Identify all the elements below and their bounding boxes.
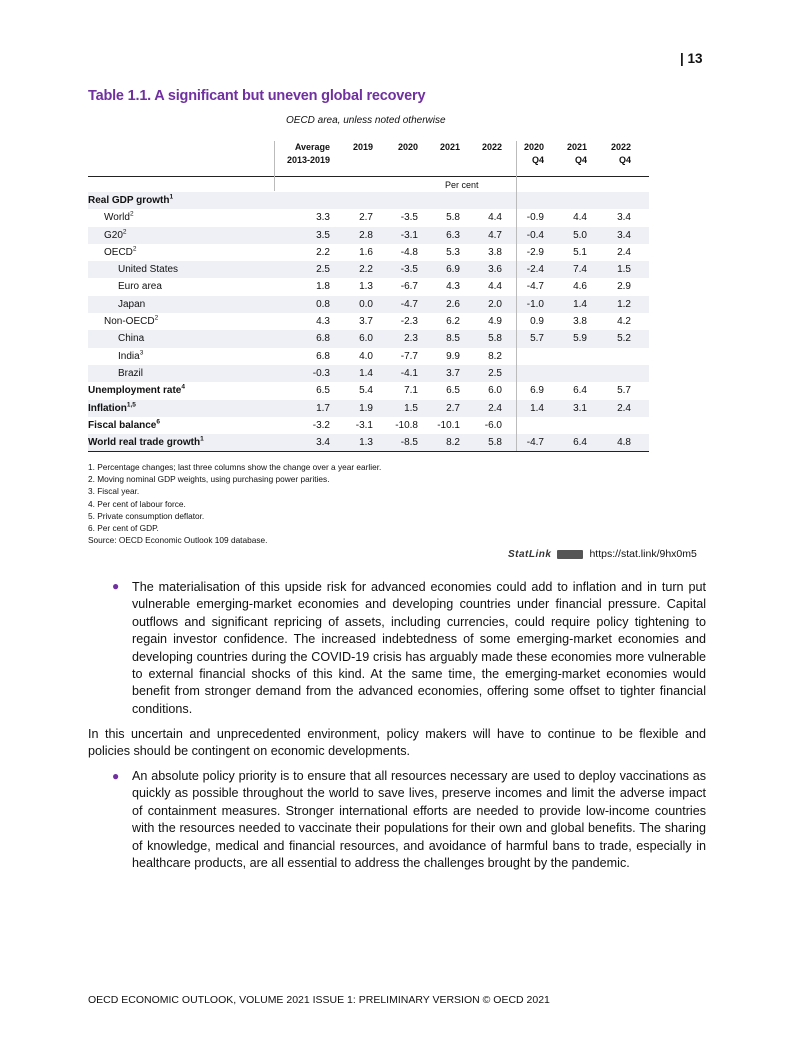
table-cell: 3.3 [316, 212, 330, 224]
table-row [88, 261, 649, 278]
table-cell: -6.7 [400, 281, 418, 293]
row-label [88, 417, 160, 434]
table-note: 2. Moving nominal GDP weights, using purchasing power parities. [88, 474, 330, 485]
table-row [88, 192, 649, 209]
table-cell: 4.3 [446, 281, 460, 293]
table-cell: 6.4 [573, 437, 587, 449]
table-cell: -4.1 [400, 367, 418, 379]
table-cell: 1.5 [617, 264, 631, 276]
table-cell: 1.7 [316, 402, 330, 414]
table-title: Table 1.1. A significant but uneven global recovery [88, 88, 426, 104]
footnote-marker: 3 [139, 349, 144, 357]
table-cell: 5.2 [617, 333, 631, 345]
statlink-icon [557, 550, 583, 559]
row-label [118, 296, 145, 313]
table-cell: 5.9 [573, 333, 587, 345]
table-cell: -8.5 [400, 437, 418, 449]
row-label-text: OECD [104, 246, 133, 258]
statlink-url[interactable]: https://stat.link/9hx0m5 [589, 548, 697, 560]
table-cell: 5.8 [488, 437, 502, 449]
table-row [88, 278, 649, 295]
row-label [104, 244, 137, 261]
row-label-text: Unemployment rate [88, 385, 182, 397]
table-cell: -0.4 [526, 229, 544, 241]
unit-row [88, 177, 649, 192]
page-number: | 13 [680, 51, 703, 66]
row-label [104, 313, 158, 330]
table-row [88, 348, 649, 365]
column-header-line: 2020 [397, 142, 418, 152]
table-cell: 4.2 [617, 316, 631, 328]
row-label-text: Real GDP growth [88, 195, 170, 206]
table-note: 1. Percentage changes; last three columns show the change over a year earlier. [88, 462, 382, 472]
table-cell: -3.1 [355, 419, 373, 431]
table-row [88, 227, 649, 244]
bullet-paragraph-1: The materialisation of this upside risk for advanced economies could add to inflation and in turn put vulnerable emerging-market economies and developing countries under financial pressure. Capital outflows and significant repricing of assets, including currencies, could require policy tightening to regain investor confidence. The increased indebtedness of some emerging-market economies and developing countries during the COVID-19 crisis has arguably made these economies more vulnerable to external financial shocks of this kind. At the same time, the emerging-market economies would benefit from stronger demand from the advanced economies, offering some offset to tighter financial conditions. [132, 580, 706, 716]
column-header-line: 2022 [481, 142, 502, 152]
body-paragraph: In this uncertain and unprecedented environment, policy makers will have to continue to be flexible and policies should be contingent on economic developments. [88, 727, 706, 759]
table-cell: 6.9 [530, 385, 544, 397]
table-cell: 3.4 [617, 212, 631, 224]
table-cell: 4.7 [488, 229, 502, 241]
table-cell: 5.3 [446, 246, 460, 258]
table-cell: 1.4 [530, 402, 544, 414]
table-cell: 4.0 [359, 350, 373, 362]
row-label-text: Fiscal balance [88, 419, 157, 431]
table-cell: 5.7 [617, 385, 631, 397]
table-cell: 8.2 [446, 437, 460, 449]
table-cell: 6.9 [446, 264, 460, 276]
table-cell: 1.4 [573, 298, 587, 310]
table-cell: 3.1 [573, 402, 587, 414]
table-cell: 5.0 [573, 229, 587, 241]
table-cell: 3.7 [446, 367, 460, 379]
row-label-text: G20 [104, 229, 123, 241]
table-subtitle: OECD area, unless noted otherwise [286, 115, 446, 126]
table-cell: 6.3 [446, 229, 460, 241]
table-cell: 8.2 [488, 350, 502, 362]
footnote-marker: 2 [132, 245, 137, 253]
footnote-marker: 4 [181, 383, 185, 391]
table-cell: 6.0 [359, 333, 373, 345]
table-cell: -10.8 [395, 419, 418, 431]
table-cell: 3.8 [573, 316, 587, 328]
table-notes [88, 461, 381, 546]
table-row [88, 244, 649, 261]
table-cell: 4.6 [573, 281, 587, 293]
bullet-icon: ● [112, 769, 120, 783]
table-row [88, 330, 649, 347]
table-rule [274, 141, 275, 176]
table-cell: -4.8 [400, 246, 418, 258]
bullet-icon: ● [112, 579, 120, 593]
table-row [88, 382, 649, 399]
table-cell: 8.5 [446, 333, 460, 345]
row-label-text: China [118, 333, 145, 345]
table-cell: 1.2 [617, 298, 631, 310]
table-row [88, 365, 649, 382]
table-cell: 4.4 [488, 212, 502, 224]
table-cell: 7.1 [404, 385, 418, 397]
table-cell: 3.4 [316, 437, 330, 449]
column-header-line: 2019 [352, 142, 373, 152]
table-cell: -4.7 [400, 298, 418, 310]
table-cell: 3.4 [617, 229, 631, 241]
statlink[interactable] [508, 548, 697, 560]
table-row [88, 417, 649, 434]
table-cell: -0.3 [312, 367, 330, 379]
row-label-text: World [104, 212, 130, 224]
bullet-paragraph-2: An absolute policy priority is to ensure that all resources necessary are used to deploy vaccinations as quickly as possible throughout the world to save lives, preserve incomes and limit the adverse impact of containment measures. Stronger international efforts are needed to provide low-income countries with the resources needed to vaccinate their populations for their own and global benefits. The sharing of knowledge, medical and financial resources, and avoidance of harmful bans to trade, especially in healthcare products, are all essential to address the challenges brought by the pandemic. [132, 769, 706, 871]
table-cell: 6.5 [446, 385, 460, 397]
table-cell: 1.6 [359, 246, 373, 258]
table-rule [516, 191, 517, 451]
table-cell: 2.6 [446, 298, 460, 310]
table-cell: 5.1 [573, 246, 587, 258]
column-header-line: 2020 [523, 142, 544, 152]
table-cell: 3.7 [359, 316, 373, 328]
table-row [88, 434, 649, 452]
row-label-text: United States [118, 264, 179, 276]
row-label [118, 330, 144, 347]
table-cell: 2.4 [488, 402, 502, 414]
row-label-text: Japan [118, 298, 146, 310]
table-cell: 2.5 [488, 367, 502, 379]
column-header-line: Q4 [618, 155, 631, 165]
table-note: 5. Private consumption deflator. [88, 510, 205, 521]
table-cell: 5.8 [446, 212, 460, 224]
row-label [118, 261, 178, 278]
table-cell: 1.9 [359, 402, 373, 414]
table-cell: 2.0 [488, 298, 502, 310]
table-cell: -4.7 [526, 437, 544, 449]
table-cell: 1.4 [359, 367, 373, 379]
table-cell: 6.2 [446, 316, 460, 328]
page-footer: OECD ECONOMIC OUTLOOK, VOLUME 2021 ISSUE 1: PRELIMINARY VERSION © OECD 2021 [88, 994, 550, 1006]
table-cell: 6.8 [316, 333, 330, 345]
column-header-line: 2021 [439, 142, 460, 152]
table-cell: 6.4 [573, 385, 587, 397]
table-cell: 4.8 [617, 437, 631, 449]
table-cell: 5.8 [488, 333, 502, 345]
table-row [88, 296, 649, 313]
column-header [571, 141, 631, 167]
table-cell: -2.4 [526, 264, 544, 276]
row-label [104, 209, 134, 226]
row-label-text: Brazil [118, 367, 144, 379]
table-cell: -6.0 [484, 419, 502, 431]
table-note: 6. Per cent of GDP. [88, 523, 159, 534]
row-label-text: World real trade growth [88, 437, 201, 449]
table-rule [516, 141, 517, 176]
table-note: 3. Fiscal year. [88, 486, 140, 497]
column-header-line: 2021 [566, 142, 587, 152]
table-cell: -4.7 [526, 281, 544, 293]
table-rule [274, 176, 275, 191]
table-cell: 1.5 [404, 402, 418, 414]
table-cell: -1.0 [526, 298, 544, 310]
table-cell: 2.4 [617, 402, 631, 414]
table-cell: 6.5 [316, 385, 330, 397]
row-label-text: Inflation [88, 402, 127, 414]
row-label [118, 348, 143, 365]
row-label [88, 192, 173, 209]
table-cell: -7.7 [400, 350, 418, 362]
table-cell: 4.4 [488, 281, 502, 293]
table-rule [516, 176, 517, 191]
table-row [88, 400, 649, 417]
table-cell: 0.9 [530, 316, 544, 328]
footnote-marker: 2 [154, 314, 159, 322]
table-cell: 6.8 [316, 350, 330, 362]
row-label [88, 400, 136, 417]
table-cell: 2.9 [617, 281, 631, 293]
table-cell: -3.5 [400, 264, 418, 276]
table-cell: 9.9 [446, 350, 460, 362]
row-label [88, 434, 204, 451]
footnote-marker: 1,5 [126, 401, 136, 409]
table-cell: 2.2 [316, 246, 330, 258]
table-note: 4. Per cent of labour force. [88, 498, 186, 509]
table-header [88, 141, 649, 177]
row-label [118, 365, 143, 382]
table-body [88, 192, 649, 452]
table-cell: 0.0 [359, 298, 373, 310]
table-cell: -3.1 [400, 229, 418, 241]
table-cell: 1.8 [316, 281, 330, 293]
table-cell: 4.9 [488, 316, 502, 328]
table-cell: -10.1 [437, 419, 460, 431]
table-cell: -3.2 [312, 419, 330, 431]
row-label-text: India [118, 350, 140, 362]
footnote-marker: 1 [200, 435, 204, 443]
column-header-line: 2013-2019 [286, 155, 330, 165]
table-cell: 7.4 [573, 264, 587, 276]
table-cell: -0.9 [526, 212, 544, 224]
table-cell: 3.6 [488, 264, 502, 276]
table-cell: 3.5 [316, 229, 330, 241]
row-label-text: Non-OECD [104, 316, 155, 328]
footnote-marker: 6 [156, 418, 160, 426]
column-header-line: Q4 [574, 155, 587, 165]
row-label [104, 227, 127, 244]
table-cell: 3.8 [488, 246, 502, 258]
table-cell: 2.4 [617, 246, 631, 258]
column-header-line: Q4 [531, 155, 544, 165]
table-cell: 5.4 [359, 385, 373, 397]
table-cell: 6.0 [488, 385, 502, 397]
row-label [88, 382, 185, 399]
table-row [88, 313, 649, 330]
footnote-marker: 2 [129, 210, 134, 218]
table-cell: -3.5 [400, 212, 418, 224]
table-cell: 4.4 [573, 212, 587, 224]
table-cell: -2.3 [400, 316, 418, 328]
table-cell: 2.7 [359, 212, 373, 224]
table-cell: 2.3 [404, 333, 418, 345]
table-cell: 2.5 [316, 264, 330, 276]
unit-label: Per cent [445, 180, 479, 190]
table-cell: 2.2 [359, 264, 373, 276]
footnote-marker: 2 [122, 228, 127, 236]
table-note: Source: OECD Economic Outlook 109 database. [88, 535, 268, 546]
table-cell: 0.8 [316, 298, 330, 310]
table-row [88, 209, 649, 226]
table-cell: 1.3 [359, 281, 373, 293]
row-label-text: Euro area [118, 281, 162, 293]
table-cell: -2.9 [526, 246, 544, 258]
column-header-line: 2022 [610, 142, 631, 152]
column-header-line: Average [294, 142, 330, 152]
footnote-marker: 1 [169, 193, 174, 201]
data-table [88, 141, 649, 452]
row-label [118, 278, 162, 295]
table-cell: 2.8 [359, 229, 373, 241]
statlink-label: StatLink [508, 548, 552, 560]
table-cell: 5.7 [530, 333, 544, 345]
table-cell: 4.3 [316, 316, 330, 328]
table-cell: 1.3 [359, 437, 373, 449]
table-cell: 2.7 [446, 402, 460, 414]
